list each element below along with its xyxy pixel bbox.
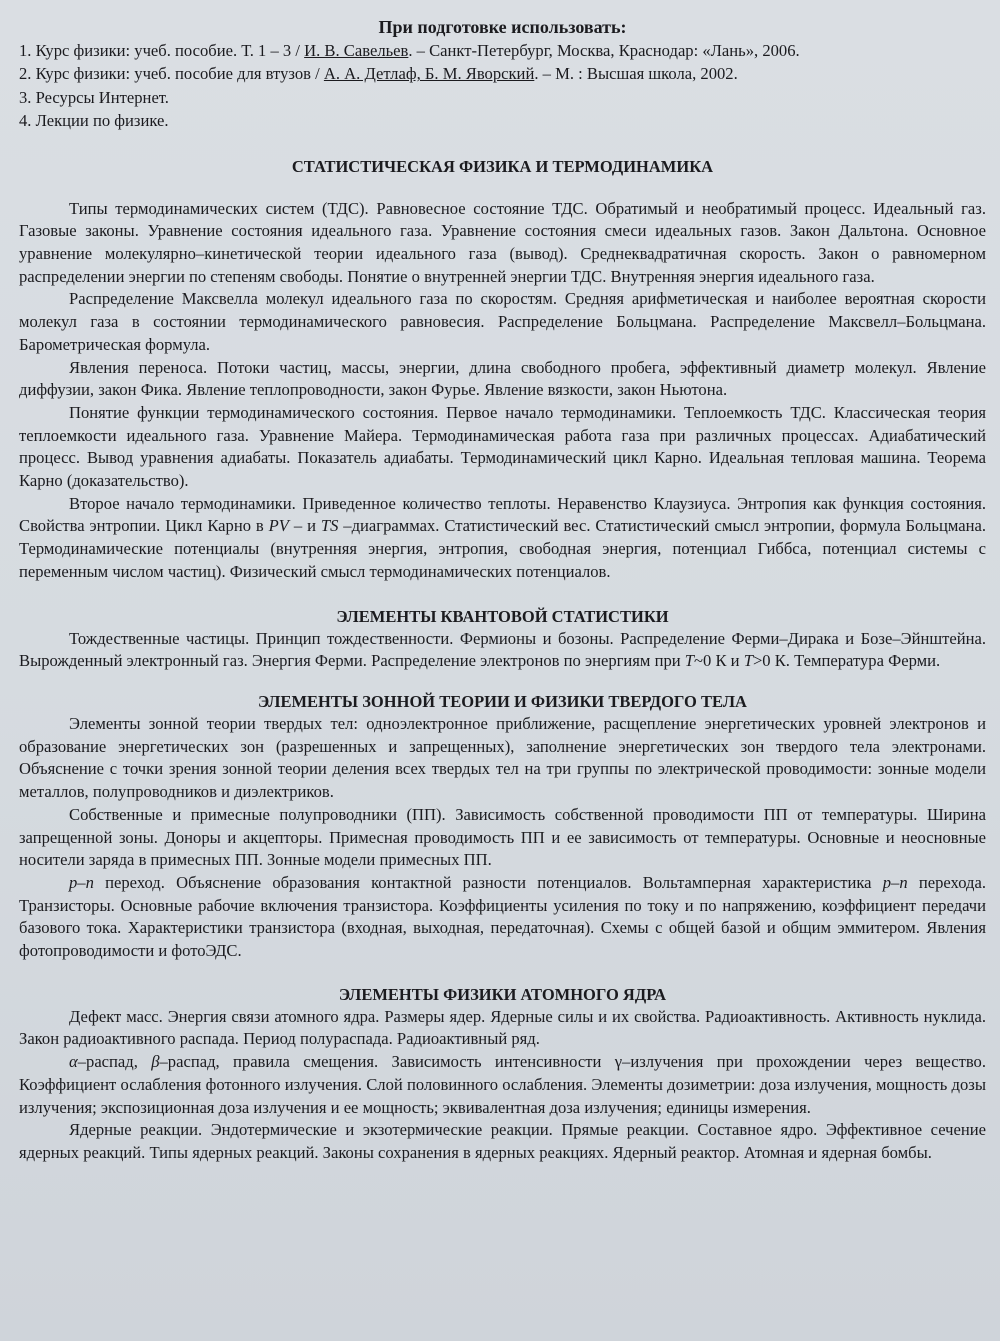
pv-symbol: PV [268, 516, 289, 536]
paragraph: Второе начало термодинамики. Приведенное количество теплоты. Неравенство Клаузиуса. Энтропия как функция состояния. Свойства энтропии. Цикл Карно в PV – и TS –диаграммах. Статистический вес. Статистический смысл энтропии, формула Больцмана. Термодинамические потенциалы (внутренняя энергия, энтропия, свободная энергия, потенциал Гиббса, потенциал системы с переменным числом частиц). Физический смысл термодинамических потенциалов. [19, 493, 986, 581]
reference-item-4: 4. Лекции по физике. [19, 111, 169, 131]
paragraph: Ядерные реакции. Эндотермические и экзотермические реакции. Прямые реакции. Составное ядро. Эффективное сечение ядерных реакций. Типы ядерных реакций. Законы сохранения в ядерных реакциях. Ядерный реактор. Атомная и ядерная бомбы. [19, 1120, 986, 1162]
beta-symbol: β [151, 1052, 160, 1072]
reference-author: И. В. Савельев [304, 41, 409, 60]
pn-symbol: p–n [882, 872, 908, 892]
paragraph: Дефект масс. Энергия связи атомного ядра. Размеры ядер. Ядерные силы и их свойства. Радиоактивность. Активность нуклида. Закон радиоактивного распада. Период полураспада. Радиоактивный ряд. [19, 1006, 986, 1049]
pn-symbol: p–n [69, 872, 94, 892]
paragraph: Явления переноса. Потоки частиц, массы, энергии, длина свободного пробега, эффективный диаметр молекул. Явление диффузии, закон Фика. Явление теплопроводности, закон Фурье. Явление вязкости, закон Ньютона. [19, 357, 986, 400]
paragraph: Типы термодинамических систем (ТДС). Равновесное состояние ТДС. Обратимый и необратимый процесс. Идеальный газ. Газовые законы. Уравнение состояния идеального газа. Уравнение состояния смеси идеальных газов. Закон Дальтона. Основное уравнение молекулярно–кинетической теории идеального газа (вывод). Среднеквадратичная скорость. Закон о равномерном распределении энергии по степеням свободы. Понятие о внутренней энергии ТДС. Внутренняя энергия идеального газа. [19, 198, 986, 286]
ts-symbol: TS [320, 516, 339, 536]
alpha-symbol: α [69, 1052, 78, 1072]
paragraph: p–n переход. Объяснение образования контактной разности потенциалов. Вольтамперная характеристика p–n перехода. Транзисторы. Основные рабочие включения транзистора. Коэффициенты усиления по току и по напряжению, коэффициент передачи базового тока. Характеристики транзистора (входная, выходная, передаточная). Схемы с общей базой и общим эммитером. Явления фотопроводимости и фотоЭДС. [19, 872, 986, 961]
paragraph: Собственные и примесные полупроводники (ПП). Зависимость собственной проводимости ПП от температуры. Ширина запрещенной зоны. Доноры и акцепторы. Примесная проводимость ПП и ее зависимость от температуры. Основные и неосновные носители заряда в примесных ПП. Зонные модели примесных ПП. [19, 804, 986, 870]
section-title-thermodynamics: СТАТИСТИЧЕСКАЯ ФИЗИКА И ТЕРМОДИНАМИКА [291, 156, 714, 176]
reference-item-2: 2. Курс физики: учеб. пособие для втузов / А. А. Детлаф, Б. М. Яворский. – М. : Высшая школа, 2002. [19, 64, 738, 84]
reference-item-3: 3. Ресурсы Интернет. [19, 87, 169, 107]
section-title-nuclear-physics: ЭЛЕМЕНТЫ ФИЗИКИ АТОМНОГО ЯДРА [338, 984, 667, 1004]
references-title: При подготовке использовать: [378, 17, 627, 37]
reference-author: А. А. Детлаф, Б. М. Яворский [323, 64, 535, 84]
paragraph: Распределение Максвелла молекул идеального газа по скоростям. Средняя арифметическая и наиболее вероятная скорости молекул газа в состоянии термодинамического равновесия. Распределение Больцмана. Распределение Максвелл–Больцмана. Барометрическая формула. [19, 289, 986, 354]
paragraph: Тождественные частицы. Принцип тождественности. Фермионы и бозоны. Распределение Ферми–Дирака и Бозе–Эйнштейна. Вырожденный электронный газ. Энергия Ферми. Распределение электронов по энергиям при T~0 К и T>0 К. Температура Ферми. [19, 628, 986, 671]
temperature-symbol: T [743, 651, 753, 671]
section-title-quantum-statistics: ЭЛЕМЕНТЫ КВАНТОВОЙ СТАТИСТИКИ [336, 606, 669, 626]
temperature-symbol: T [684, 651, 695, 671]
section-title-band-theory: ЭЛЕМЕНТЫ ЗОННОЙ ТЕОРИИ И ФИЗИКИ ТВЕРДОГО ТЕЛА [258, 691, 747, 711]
paragraph: Элементы зонной теории твердых тел: одноэлектронное приближение, расщепление энергетических уровней электронов и образование энергетических зон (разрешенных и запрещенных), заполнение энергетических зон твердого тела электронами. Объяснение с точки зрения зонной теории деления всех твердых тел на три группы по электрической проводимости: зонные модели металлов, полупроводников и диэлектриков. [19, 713, 986, 802]
reference-item-1: 1. Курс физики: учеб. пособие. Т. 1 – 3 / И. В. Савельев. – Санкт-Петербург, Москва, Краснодар: «Лань», 2006. [19, 41, 800, 60]
paragraph: Понятие функции термодинамического состояния. Первое начало термодинамики. Теплоемкость ТДС. Классическая теория теплоемкости идеального газа. Уравнение Майера. Термодинамическая работа газа при различных процессах. Адиабатический процесс. Вывод уравнения адиабаты. Показатель адиабаты. Термодинамический цикл Карно. Идеальная тепловая машина. Теорема Карно (доказательство). [19, 402, 986, 491]
paragraph: α–распад, β–распад, правила смещения. Зависимость интенсивности γ–излучения при прохождении через вещество. Коэффициент ослабления фотонного излучения. Слой половинного ослабления. Элементы дозиметрии: доза излучения, мощность дозы излучения; экспозиционная доза излучения и ее мощность; эквивалентная доза излучения; единицы измерения. [19, 1052, 986, 1117]
